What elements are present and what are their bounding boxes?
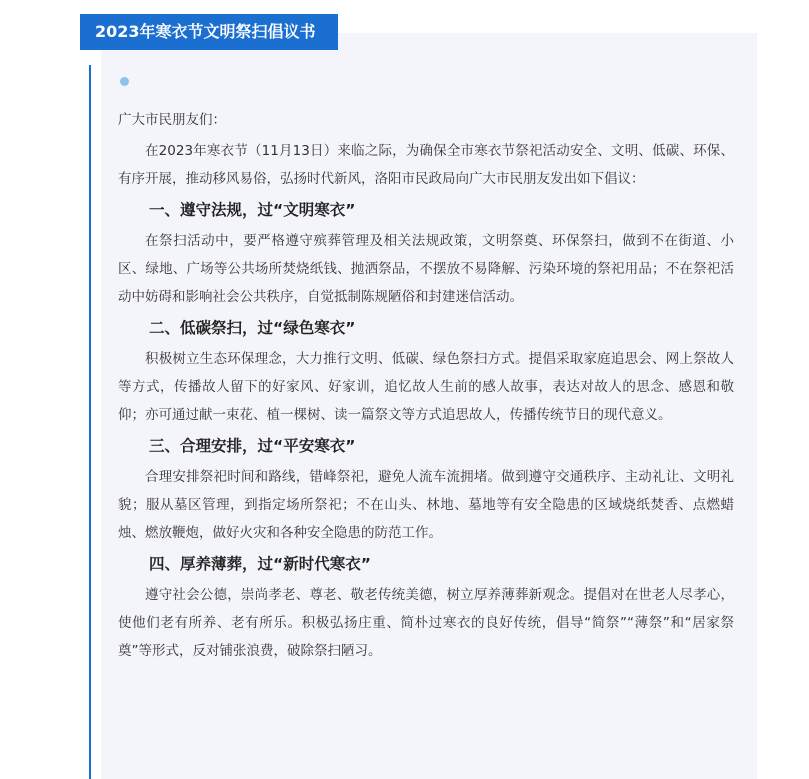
section-heading-4: 四、厚养薄葬，过“新时代寒衣” bbox=[149, 555, 371, 573]
section-heading-1: 一、遵守法规，过“文明寒衣” bbox=[149, 201, 356, 219]
section-body-4: 遵守社会公德，崇尚孝老、尊老、敬老传统美德，树立厚养薄葬新观念。提倡对在世老人尽孝心，使他们老有所养、老有所乐。积极弘扬庄重、简朴过寒衣的良好传统，倡导“简祭”“薄祭”和“居家祭奠”等形式，反对铺张浪费，破除祭扫陋习。 bbox=[118, 587, 734, 659]
section-heading-2: 二、低碳祭扫，过“绿色寒衣” bbox=[149, 319, 356, 337]
section-body-2: 积极树立生态环保理念，大力推行文明、低碳、绿色祭扫方式。提倡采取家庭追思会、网上祭故人等方式，传播故人留下的好家风、好家训，追忆故人生前的感人故事，表达对故人的思念、感恩和敬仰；亦可通过献一束花、植一棵树、读一篇祭文等方式追思故人，传播传统节日的现代意义。 bbox=[118, 351, 734, 423]
section-body-1: 在祭扫活动中，要严格遵守殡葬管理及相关法规政策，文明祭奠、环保祭扫，做到不在街道、小区、绿地、广场等公共场所焚烧纸钱、抛洒祭品，不摆放不易降解、污染环境的祭祀用品；不在祭祀活动中妨碍和影响社会公共秩序，自觉抵制陈规陋俗和封建迷信活动。 bbox=[118, 233, 734, 305]
article-content bbox=[118, 106, 734, 668]
section-heading-3: 三、合理安排，过“平安寒衣” bbox=[149, 437, 356, 455]
section-body-3: 合理安排祭祀时间和路线，错峰祭祀，避免人流车流拥堵。做到遵守交通秩序、主动礼让、文明礼貌；服从墓区管理，到指定场所祭祀；不在山头、林地、墓地等有安全隐患的区域烧纸焚香、点燃蜡烛、燃放鞭炮，做好火灾和各种安全隐患的防范工作。 bbox=[118, 469, 734, 541]
bullet-dot-icon bbox=[120, 77, 129, 86]
panel-left-rule bbox=[89, 65, 91, 779]
greeting: 广大市民朋友们： bbox=[118, 112, 226, 128]
intro-paragraph: 在2023年寒衣节（11月13日）来临之际，为确保全市寒衣节祭祀活动安全、文明、低碳、环保、有序开展，推动移风易俗，弘扬时代新风，洛阳市民政局向广大市民朋友发出如下倡议： bbox=[118, 143, 734, 187]
title-banner: 2023年寒衣节文明祭扫倡议书 bbox=[80, 14, 338, 50]
